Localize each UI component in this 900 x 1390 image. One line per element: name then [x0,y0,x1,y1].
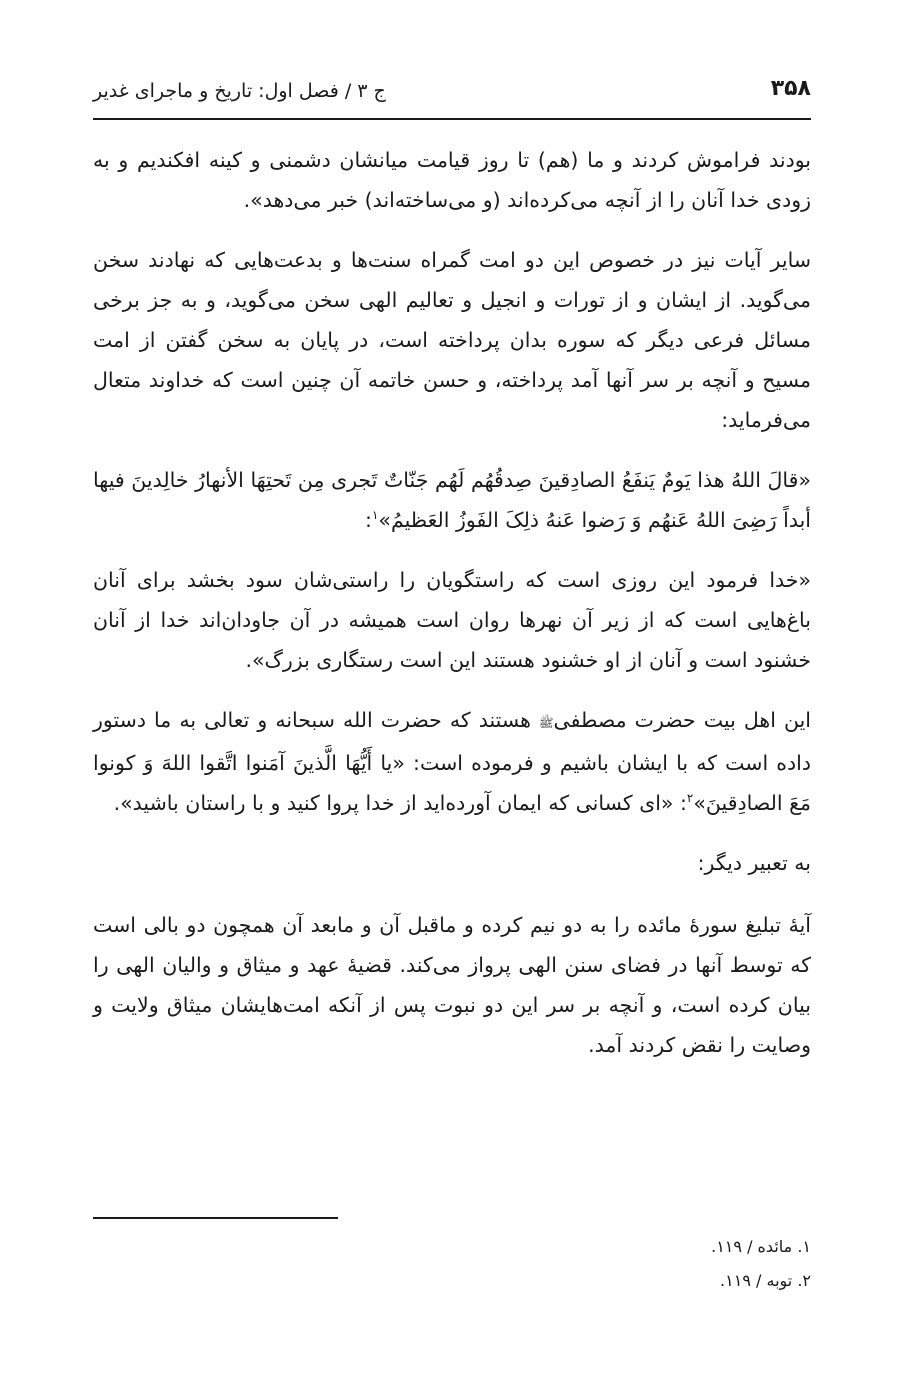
quran-quote: «قالَ اللهُ هذا یَومٌ یَنفَعُ الصادِقینَ صِدقُهُم لَهُم جَنّاتٌ تَجری مِن تَحتِهَا الأنهارُ خالِدینَ فیها أبداً رَضِیَ اللهُ عَنهُم وَ رَضوا عَنهُ ذلِکَ الفَوزُ العَظیمُ» [93,468,811,532]
translation-paragraph: «خدا فرمود این روزی است که راستگویان را راستی‌شان سود بخشد برای آنان باغ‌هایی است که از زیر آن نهرها روان است همیشه در آن جاودان‌اند خدا از آنان خشنود است و آنان از او خشنود هستند این است رستگاری بزرگ». [93,568,811,672]
paragraph-other-verses: سایر آیات نیز در خصوص این دو امت گمراه سنت‌ها و بدعت‌هایی که نهادند سخن می‌گوید. از ایشان و از تورات و انجیل و تعالیم الهی سخن می‌گوید، و به جز برخی مسائل فرعی دیگر که سوره بدان پرداخته است، در پایان به سخن گفتن از امت مسیح و آنچه بر سر آنها آمد پرداخته، و حسن خاتمه آن چنین است که خداوند متعال می‌فرماید: [93,248,811,432]
ahlebayt-quote: «یا أَیُّهَا الَّذینَ آمَنوا اتَّقوا اللهَ وَ کونوا مَعَ الصادِقینَ» [93,751,811,815]
paragraph-ahlebayt [93,700,811,823]
page-header [93,60,811,120]
quran-quote-paragraph [93,460,811,540]
paragraph-final: آیهٔ تبلیغ سورهٔ مائده را به دو نیم کرده و ماقبل آن و مابعد آن همچون دو بالی است که توسط آنها در فضای سنن الهی پرواز می‌کند. قضیهٔ عهد و میثاق و والیان الهی را بیان کرده است، و آنچه بر سر این دو نبوت پس از آنکه امت‌هایشان میثاق ولایت و وصایت را نقض کردند آمد. [93,913,811,1057]
footnote-2: ۲. توبه / ۱۱۹. [720,1271,811,1290]
footnote-ref-1: ۱ [371,508,379,523]
footnote-divider [93,1217,338,1219]
paragraph-other-words: به تعبیر دیگر: [697,851,811,875]
footnote-1: ۱. مائده / ۱۱۹. [711,1237,811,1256]
paragraph-continuation: بودند فراموش کردند و ما (هم) تا روز قیامت میانشان دشمنی و کینه افکندیم و به زودی خدا آنان را از آنچه می‌کرده‌اند (و می‌ساخته‌اند) خبر می‌دهد». [93,148,811,212]
ahlebayt-text-2: هستند که حضرت الله سبحانه و تعالی به ما دستور داده است که با ایشان باشیم و فرموده است: [93,708,811,775]
honorific-glyph: ﷺ [539,716,554,730]
body-text [93,140,811,1085]
running-head: ج ۳ / فصل اول: تاریخ و ماجرای غدیر [93,80,386,102]
ahlebayt-text-1: این اهل بیت حضرت مصطفی [553,708,811,732]
footnotes [93,1230,811,1298]
book-page [93,60,811,1350]
quote-suffix: : [365,508,372,532]
footnote-ref-2: ۲ [686,791,694,806]
ahlebayt-text-3: : «ای کسانی که ایمان آورده‌اید از خدا پروا کنید و با راستان باشید». [113,791,687,815]
page-number: ۳۵۸ [770,76,811,101]
